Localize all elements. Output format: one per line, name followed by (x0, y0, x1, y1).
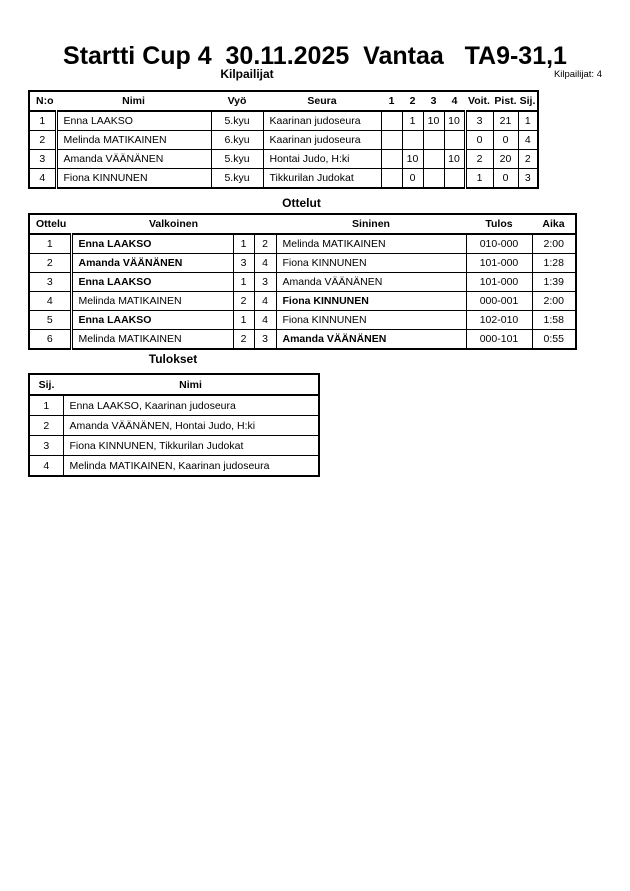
match-result: 010-000 (466, 234, 532, 254)
match-time: 1:58 (532, 311, 576, 330)
competitor-name: Enna LAAKSO (56, 111, 211, 131)
competitors-count: Kilpailijat: 4 (553, 69, 602, 80)
match-white-no: 2 (233, 292, 254, 311)
page-title: Startti Cup 4 30.11.2025 Vantaa TA9-31,1 (63, 42, 567, 70)
result-place: 2 (29, 416, 63, 436)
competitor-wins: 2 (465, 150, 493, 169)
col-belt: Vyö (211, 91, 263, 111)
match-blue-name: Fiona KINNUNEN (276, 254, 466, 273)
result-row (29, 436, 319, 456)
match-time: 1:39 (532, 273, 576, 292)
competitor-r1 (381, 111, 402, 131)
competitor-row (29, 111, 538, 131)
competitors-table (28, 90, 539, 189)
match-blue-name: Amanda VÄÄNÄNEN (276, 273, 466, 292)
competitor-club: Hontai Judo, H:ki (263, 150, 381, 169)
col-no: N:o (29, 91, 56, 111)
competitor-no: 4 (29, 169, 56, 189)
match-time: 2:00 (532, 234, 576, 254)
competitor-r1 (381, 169, 402, 189)
competitor-points: 21 (493, 111, 518, 131)
competitor-r4 (444, 131, 465, 150)
competitor-r4 (444, 169, 465, 189)
competitor-r3 (423, 131, 444, 150)
col-result: Tulos (466, 214, 532, 234)
competitor-points: 20 (493, 150, 518, 169)
match-blue-name: Fiona KINNUNEN (276, 292, 466, 311)
competitor-row (29, 131, 538, 150)
competitor-no: 2 (29, 131, 56, 150)
competitor-r4: 10 (444, 150, 465, 169)
match-result: 101-000 (466, 254, 532, 273)
match-no: 3 (29, 273, 71, 292)
result-row (29, 395, 319, 416)
match-white-name: Enna LAAKSO (71, 234, 233, 254)
col-points: Pist. (493, 91, 518, 111)
match-no: 5 (29, 311, 71, 330)
col-r2: 2 (402, 91, 423, 111)
result-name: Melinda MATIKAINEN, Kaarinan judoseura (63, 456, 319, 477)
col-place: Sij. (29, 374, 63, 395)
competitor-belt: 6.kyu (211, 131, 263, 150)
match-white-name: Enna LAAKSO (71, 311, 233, 330)
competitor-points: 0 (493, 131, 518, 150)
col-wins: Voit. (465, 91, 493, 111)
results-heading: Tulokset (148, 352, 198, 366)
competitor-points: 0 (493, 169, 518, 189)
competitors-heading: Kilpailijat (220, 67, 274, 81)
match-white-name: Amanda VÄÄNÄNEN (71, 254, 233, 273)
match-time: 1:28 (532, 254, 576, 273)
match-blue-no: 4 (254, 254, 276, 273)
competitor-belt: 5.kyu (211, 111, 263, 131)
competitor-r4: 10 (444, 111, 465, 131)
result-row (29, 416, 319, 436)
match-white-name: Enna LAAKSO (71, 273, 233, 292)
competitor-r2: 10 (402, 150, 423, 169)
col-name: Nimi (63, 374, 319, 395)
match-blue-name: Fiona KINNUNEN (276, 311, 466, 330)
results-header-row (29, 374, 319, 395)
result-place: 3 (29, 436, 63, 456)
col-match: Ottelu (29, 214, 71, 234)
competitor-r3: 10 (423, 111, 444, 131)
competitor-no: 1 (29, 111, 56, 131)
competitor-place: 3 (518, 169, 538, 189)
competitor-name: Fiona KINNUNEN (56, 169, 211, 189)
match-white-no: 1 (233, 234, 254, 254)
result-row (29, 456, 319, 477)
competitor-r2 (402, 131, 423, 150)
col-r1: 1 (381, 91, 402, 111)
competitor-wins: 0 (465, 131, 493, 150)
competitor-r1 (381, 131, 402, 150)
match-no: 6 (29, 330, 71, 350)
result-name: Enna LAAKSO, Kaarinan judoseura (63, 395, 319, 416)
competitor-place: 4 (518, 131, 538, 150)
competitor-club: Kaarinan judoseura (263, 131, 381, 150)
match-white-no: 1 (233, 273, 254, 292)
matches-heading: Ottelut (282, 196, 321, 210)
match-white-name: Melinda MATIKAINEN (71, 292, 233, 311)
match-no: 4 (29, 292, 71, 311)
match-blue-no: 4 (254, 311, 276, 330)
match-white-no: 3 (233, 254, 254, 273)
match-white-no: 2 (233, 330, 254, 350)
match-row (29, 292, 576, 311)
match-result: 000-101 (466, 330, 532, 350)
competitor-r1 (381, 150, 402, 169)
competitor-name: Amanda VÄÄNÄNEN (56, 150, 211, 169)
competitor-r2: 0 (402, 169, 423, 189)
match-row (29, 273, 576, 292)
match-no: 1 (29, 234, 71, 254)
matches-table (28, 213, 577, 350)
match-time: 0:55 (532, 330, 576, 350)
match-row (29, 311, 576, 330)
competitor-wins: 1 (465, 169, 493, 189)
matches-header-row (29, 214, 576, 234)
competitor-r2: 1 (402, 111, 423, 131)
competitor-wins: 3 (465, 111, 493, 131)
col-name: Nimi (56, 91, 211, 111)
results-table (28, 373, 320, 477)
competitor-place: 2 (518, 150, 538, 169)
result-name: Amanda VÄÄNÄNEN, Hontai Judo, H:ki (63, 416, 319, 436)
col-club: Seura (263, 91, 381, 111)
match-row (29, 254, 576, 273)
competitor-club: Kaarinan judoseura (263, 111, 381, 131)
match-blue-name: Amanda VÄÄNÄNEN (276, 330, 466, 350)
competitor-belt: 5.kyu (211, 169, 263, 189)
competitor-place: 1 (518, 111, 538, 131)
match-blue-no: 3 (254, 330, 276, 350)
col-white: Valkoinen (71, 214, 276, 234)
match-result: 000-001 (466, 292, 532, 311)
result-place: 4 (29, 456, 63, 477)
col-time: Aika (532, 214, 576, 234)
match-blue-no: 3 (254, 273, 276, 292)
match-time: 2:00 (532, 292, 576, 311)
match-row (29, 234, 576, 254)
match-blue-no: 4 (254, 292, 276, 311)
match-blue-no: 2 (254, 234, 276, 254)
match-white-no: 1 (233, 311, 254, 330)
match-row (29, 330, 576, 350)
col-r3: 3 (423, 91, 444, 111)
col-place: Sij. (518, 91, 538, 111)
competitor-name: Melinda MATIKAINEN (56, 131, 211, 150)
competitor-r3 (423, 150, 444, 169)
competitor-club: Tikkurilan Judokat (263, 169, 381, 189)
competitors-header-row (29, 91, 538, 111)
result-place: 1 (29, 395, 63, 416)
match-result: 102-010 (466, 311, 532, 330)
match-no: 2 (29, 254, 71, 273)
competitor-row (29, 169, 538, 189)
competitor-belt: 5.kyu (211, 150, 263, 169)
col-blue: Sininen (276, 214, 466, 234)
match-blue-name: Melinda MATIKAINEN (276, 234, 466, 254)
result-name: Fiona KINNUNEN, Tikkurilan Judokat (63, 436, 319, 456)
competitor-no: 3 (29, 150, 56, 169)
match-white-name: Melinda MATIKAINEN (71, 330, 233, 350)
match-result: 101-000 (466, 273, 532, 292)
competitor-row (29, 150, 538, 169)
competitor-r3 (423, 169, 444, 189)
col-r4: 4 (444, 91, 465, 111)
